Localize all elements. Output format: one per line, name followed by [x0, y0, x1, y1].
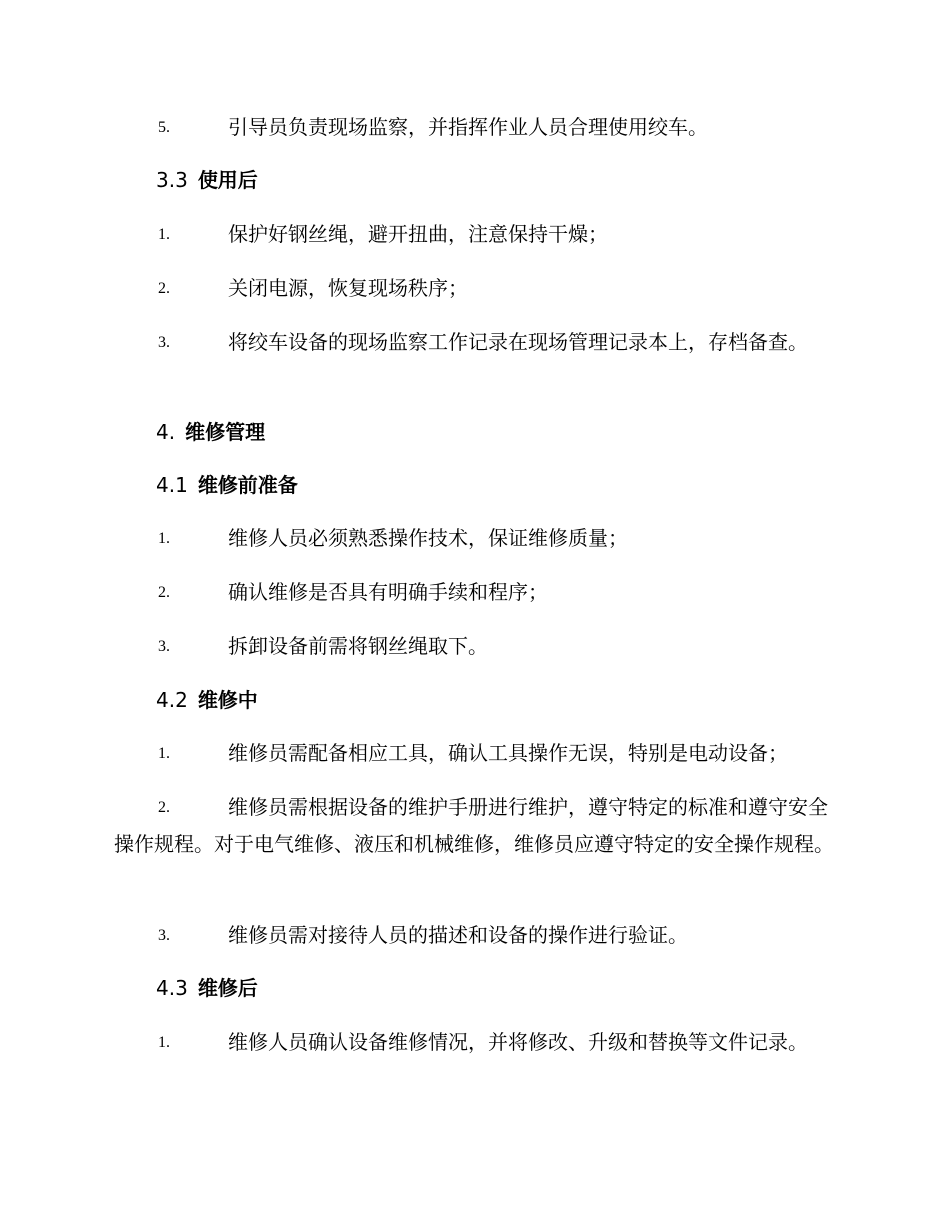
list-item	[114, 735, 834, 772]
section-heading	[114, 970, 876, 1007]
item-text: 维修员需配备相应工具，确认工具操作无误，特别是电动设备；	[228, 741, 788, 765]
item-text: 维修人员必须熟悉操作技术，保证维修质量；	[228, 526, 628, 550]
item-number: 3.	[158, 638, 170, 655]
list-item	[114, 574, 834, 611]
list-item	[114, 917, 834, 954]
section-heading	[114, 682, 876, 719]
list-item	[114, 324, 834, 361]
heading-number: 4.	[156, 420, 176, 444]
section-heading	[114, 162, 876, 199]
item-number: 1.	[158, 226, 170, 243]
list-item	[114, 520, 834, 557]
heading-number: 4.1	[156, 473, 188, 497]
list-item	[114, 270, 834, 307]
item-number: 5.	[158, 119, 170, 136]
item-number: 3.	[158, 927, 170, 944]
list-item	[114, 109, 834, 146]
list-item	[114, 789, 834, 863]
heading-title: 维修前准备	[197, 473, 298, 497]
item-text: 拆卸设备前需将钢丝绳取下。	[228, 634, 488, 658]
heading-title: 维修后	[197, 976, 258, 1000]
heading-title: 维修中	[197, 688, 258, 712]
item-number: 2.	[158, 584, 170, 601]
section-heading	[114, 414, 876, 451]
item-text: 确认维修是否具有明确手续和程序；	[228, 580, 548, 604]
list-item	[114, 216, 834, 253]
list-item	[114, 628, 834, 665]
heading-number: 4.3	[156, 976, 188, 1000]
heading-title: 使用后	[197, 168, 258, 192]
item-text: 维修员需根据设备的维护手册进行维护，遵守特定的标准和遵守安全操作规程。对于电气维修、液压和机械维修，维修员应遵守特定的安全操作规程。	[114, 795, 834, 856]
list-item	[114, 1024, 834, 1061]
section-heading	[114, 467, 876, 504]
heading-number: 3.3	[156, 168, 188, 192]
item-text: 保护好钢丝绳，避开扭曲，注意保持干燥；	[228, 222, 608, 246]
item-text: 维修员需对接待人员的描述和设备的操作进行验证。	[228, 923, 688, 947]
item-text: 引导员负责现场监察，并指挥作业人员合理使用绞车。	[228, 115, 708, 139]
item-text: 将绞车设备的现场监察工作记录在现场管理记录本上，存档备查。	[228, 330, 808, 354]
heading-title: 维修管理	[185, 420, 266, 444]
item-number: 2.	[158, 280, 170, 297]
item-text: 维修人员确认设备维修情况，并将修改、升级和替换等文件记录。	[228, 1030, 808, 1054]
item-number: 1.	[158, 1034, 170, 1051]
item-text: 关闭电源，恢复现场秩序；	[228, 276, 468, 300]
item-number: 1.	[158, 745, 170, 762]
heading-number: 4.2	[156, 688, 188, 712]
item-number: 2.	[158, 799, 170, 816]
item-number: 1.	[158, 530, 170, 547]
item-number: 3.	[158, 334, 170, 351]
